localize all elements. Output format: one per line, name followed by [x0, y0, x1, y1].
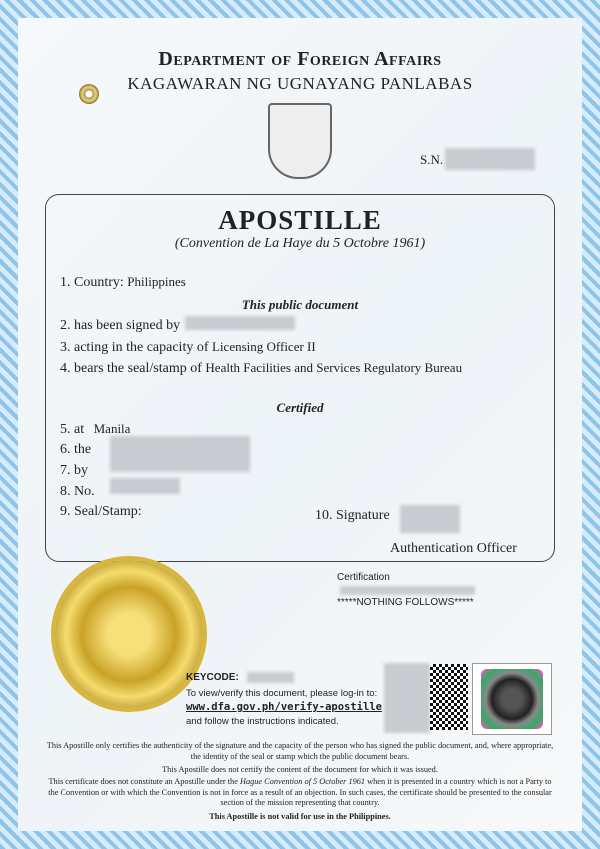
- item-signed-by: 2. has been signed by: [60, 318, 181, 333]
- item-the: 6. the: [60, 442, 92, 457]
- item-at: 5. at Manila: [60, 421, 131, 437]
- redacted: [110, 478, 180, 494]
- grommet-icon: [79, 84, 99, 104]
- gold-seal-icon: [55, 560, 203, 708]
- item-no: 8. No.: [60, 484, 95, 499]
- keycode-label: KEYCODE:: [186, 672, 239, 683]
- qr-code: [430, 664, 468, 730]
- signature-redacted: [400, 505, 460, 533]
- serial-number-label: S.N.: [420, 152, 444, 167]
- redacted: [110, 436, 250, 472]
- footer-not-valid: This Apostille is not valid for use in the Philippines.: [209, 812, 391, 821]
- department-title-filipino: KAGAWARAN NG UGNAYANG PANLABAS: [127, 74, 473, 93]
- footer-disclaimer-2: This Apostille does not certify the content of the document for which it was issued.: [162, 765, 438, 774]
- item-signature: 10. Signature: [315, 508, 390, 523]
- redacted: [185, 316, 295, 330]
- item-country: 1. Country: Philippines: [60, 274, 186, 290]
- item-seal-of: 4. bears the seal/stamp of Health Facilities and Services Regulatory Bureau: [60, 360, 463, 376]
- item-capacity: 3. acting in the capacity of Licensing Officer II: [60, 339, 316, 355]
- apostille-title: APOSTILLE: [218, 205, 382, 235]
- apostille-subtitle: (Convention de La Haye du 5 Octobre 1961): [174, 236, 426, 251]
- section-public-document: This public document: [241, 297, 359, 312]
- item-by: 7. by: [60, 463, 88, 478]
- certification-label: Certification: [337, 572, 390, 583]
- item-seal-stamp: 9. Seal/Stamp:: [60, 504, 142, 519]
- verify-instruction-2: and follow the instructions indicated.: [186, 716, 339, 727]
- verify-link[interactable]: www.dfa.gov.ph/verify-apostille: [186, 701, 382, 713]
- department-title: Department of Foreign Affairs: [158, 48, 442, 70]
- hologram-sticker: [472, 663, 552, 735]
- footer-disclaimer-3: This certificate does not constitute an Apostille under the Hague Convention of 5 October 1961 when it is presented in a country which is not a Party to the Convention or with which the Convention is not in force as a result of an objection. In such cases, the certificate should be presented to the consular section of the mission representing that country.: [48, 777, 552, 807]
- authentication-officer: Authentication Officer: [390, 541, 517, 556]
- philippine-seal-icon: [268, 103, 332, 179]
- footer-disclaimer-1: This Apostille only certifies the authenticity of the signature and the capacity of the person who has signed the public document, and, where appropriate, the identity of the seal or stamp which the public document bears.: [46, 741, 554, 761]
- serial-number-redacted: [445, 148, 535, 170]
- nothing-follows: *****NOTHING FOLLOWS*****: [337, 597, 474, 608]
- section-certified: Certified: [276, 400, 324, 415]
- keycode-redacted: [247, 672, 294, 683]
- verify-instruction: To view/verify this document, please log-in to:: [186, 688, 378, 699]
- photo-redacted: [384, 663, 430, 733]
- certification-redacted: [340, 586, 475, 595]
